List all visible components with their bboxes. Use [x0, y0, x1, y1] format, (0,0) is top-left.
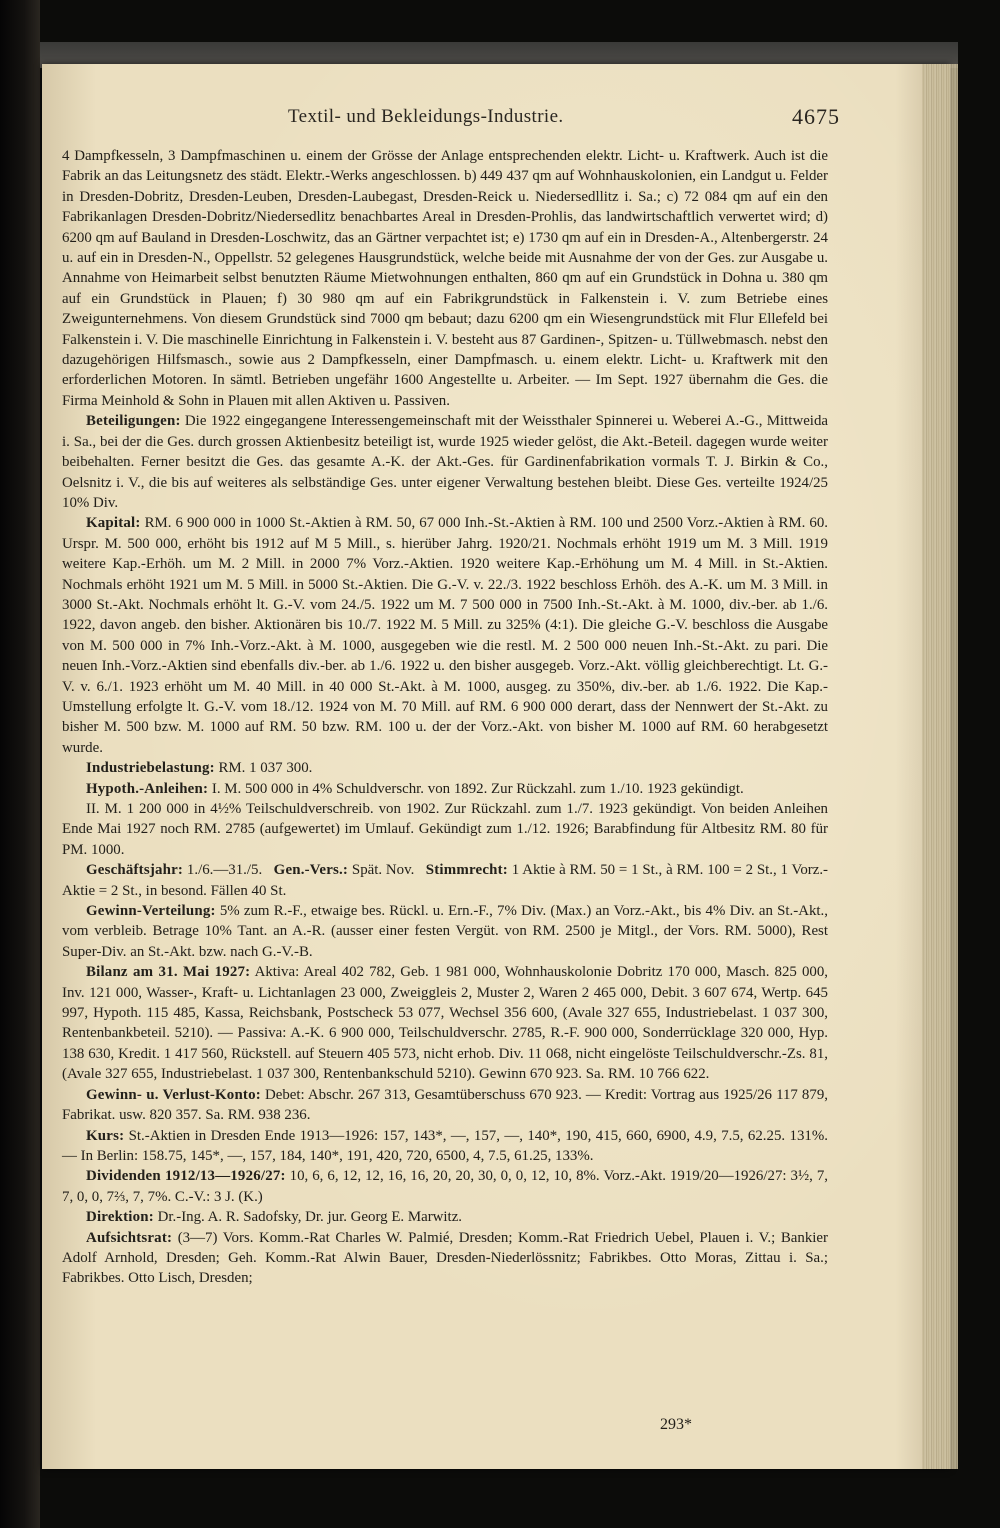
kurs-label: Kurs:	[86, 1127, 125, 1144]
kapital-text: RM. 6 900 000 in 1000 St.-Aktien à RM. 50, 67 000 Inh.-St.-Aktien à RM. 100 und 2500 Vorz.-Aktien à RM. 60. Urspr. M. 500 000, erhöht bis 1912 auf M 5 Mill., s. hierüber Jahrg. 1920/21. Nochmals erhöht 1919 um M. 3 Mill. 1919 weitere Kap.-Erhöh. um M. 2 Mill. in 2000 7% Vorz.-Aktien. 1920 weitere Kap.-Erhöhung um M. 4 Mill. in St.-Aktien. Nochmals erhöht 1921 um M. 5 Mill. in 5000 St.-Aktien. Die G.-V. v. 22./3. 1922 beschloss Erhöh. des A.-K. um M. 3 Mill. in 3000 St.-Akt. Nochmals erhöht lt. G.-V. vom 24./5. 1922 um M. 7 500 000 in 7500 Inh.-St.-Akt. à M. 1000, div.-ber. ab 1./6. 1922, davon angeb. den bisher. Aktionären bis 10./7. 1922 M. 5 Mill. zu 325% (4:1). Die gleiche G.-V. beschloss die Ausgabe von M. 500 000 in 7% Inh.-Vorz.-Akt. à M. 1000, ausgegeben wie die restl. M. 2 500 000 neuen Inh.-St.-Akt. zu pari. Die neuen Inh.-Vorz.-Aktien sind ebenfalls div.-ber. ab 1./6. 1922 u. den bisher ausgegeb. Vorz.-Akt. völlig gleichberechtigt. Lt. G.-V. v. 6./1. 1923 erhöht um M. 40 Mill. in 40 000 St.-Akt. à M. 1000, ausgeg. zu 350%, div.-ber. ab 1./6. 1922. Die Kap.-Umstellung erfolgte lt. G.-V. vom 18./12. 1924 von M. 70 Mill. auf RM. 6 900 000 derart, dass der Nennwert der St.-Akt. zu bisher M. 500 bzw. M. 1000 auf RM. 50 bzw. RM. 100 u. der der Vorz.-Akt. von bisher M. 1000 auf RM. 60 herabgesetzt wurde.	[62, 515, 828, 756]
gewinnvert-paragraph	[62, 901, 828, 962]
page-stack-edges	[922, 64, 958, 1469]
gewinnvert-label: Gewinn-Verteilung:	[86, 903, 216, 920]
guv-label: Gewinn- u. Verlust-Konto:	[86, 1086, 261, 1103]
beteiligungen-label: Beteiligungen:	[86, 413, 181, 430]
stimm-text: 1 Aktie à RM. 50 = 1 St., à RM. 100 = 2 St., 1 Vorz.-Aktie = 2 St., in besond. Fällen 40 St.	[62, 862, 829, 899]
facilities-paragraph: 4 Dampfkesseln, 3 Dampfmaschinen u. einem der Grösse der Anlage entsprechenden elektr. Licht- u. Kraftwerk. Auch ist die Fabrik an das Leitungsnetz des städt. Elektr.-Werks angeschlossen. b) 449 437 qm auf Wohnhauskolonien, ein Landgut u. Felder in Dresden-Dobritz, Dresden-Leuben, Dresden-Laubegast, Dresden-Reick u. Niedersedllitz i. Sa.; c) 72 084 qm auf ein den Fabrikanlagen Dresden-Dobritz/Niedersedlitz benachbartes Areal in Dresden-Prohlis, das landwirtschaftlich verwertet wird; d) 6200 qm auf Bauland in Dresden-Loschwitz, das an Gärtner verpachtet ist; e) 1730 qm auf ein in Dresden-A., Altenbergerstr. 24 u. auf ein in Dresden-N., Oppellstr. 52 gelegenes Hausgrundstück, welche beide mit Ausnahme der von der Ges. zur Ausgabe u. Annahme von Heimarbeit selbst benutzten Räume Mietwohnungen enthalten, 860 qm auf ein Grundstück in Dohna u. 380 qm auf ein Grundstück in Plauen; f) 30 980 qm auf ein Fabrikgrundstück in Falkenstein i. V. zum Betriebe eines Zweigunternehmens. Von diesem Grundstück sind 7000 qm bebaut; dazu 6200 qm ein Wiesengrundstück mit Flur Ellefeld bei Falkenstein i. V. Die maschinelle Einrichtung in Falkenstein i. V. besteht aus 87 Gardinen-, Spitzen- u. Tüllwebmasch. nebst den dazugehörigen Hilfsmasch., sowie aus 2 Dampfkesseln, einer Dampfmasch. u. einem elektr. Licht- u. Kraftwerk mit den erforderlichen Motoren. In sämtl. Betrieben ungefähr 1600 Angestellte u. Arbeiter. — Im Sept. 1927 übernahm die Ges. die Firma Meinhold & Sohn in Plauen mit allen Aktiven u. Passiven.	[62, 148, 828, 409]
industrie-text: RM. 1 037 300.	[214, 760, 313, 777]
direktion-paragraph	[62, 1207, 828, 1227]
dividenden-label: Dividenden 1912/13—1926/27:	[86, 1168, 286, 1185]
dividenden-text: 10, 6, 6, 12, 12, 16, 16, 20, 20, 30, 0, 0, 12, 10, 8%. Vorz.-Akt. 1919/20—1926/27: 3½, 7, 7, 0, 0, 7⅔, 7, 7%. C.-V.: 3 J. (K.)	[62, 1168, 828, 1205]
industrie-label: Industriebelastung:	[86, 760, 215, 777]
signature-number: 293*	[660, 1416, 692, 1433]
hypoth-label: Hypoth.-Anleihen:	[86, 780, 209, 797]
guv-text: Debet: Abschr. 267 313, Gesamtüberschuss 670 923. — Kredit: Vortrag aus 1925/26 117 879, Fabrikat. usw. 820 357. Sa. RM. 938 236.	[62, 1086, 828, 1124]
guv-paragraph	[62, 1085, 828, 1126]
bilanz-text: Aktiva: Areal 402 782, Geb. 1 981 000, Wohnhauskolonie Dobritz 170 000, Masch. 825 000, Inv. 121 000, Wasser-, Kraft- u. Lichtanlagen 23 000, Zweiggleis 2, Muster 2, Waren 2 465 000, Debit. 3 607 674, Wertp. 645 997, Hypoth. 115 485, Kassa, Reichsbank, Postscheck 53 077, Wechsel 356 600, (Avale 327 655, Industriebelast. 1 037 300, Rentenbankbeteil. 5210). — Passiva: A.-K. 6 900 000, Teilschuldverschr. 2785, R.-F. 900 000, Sonderrücklage 320 000, Hyp. 138 630, Kredit. 1 417 560, Rückstell. auf Steuern 405 573, nicht erhob. Div. 11 068, nicht eingelöste Teilschuldverschr.-Zs. 81, (Avale 327 655, Industriebelast. 1 037 300, Rentenbankschuld 5210). Gewinn 670 923. Sa. RM. 10 766 622.	[62, 964, 829, 1083]
aufsichtsrat-label: Aufsichtsrat:	[86, 1229, 173, 1246]
genvers-label: Gen.-Vers.:	[273, 862, 349, 879]
stimm-label: Stimmrecht:	[425, 862, 508, 879]
geschaeft-label: Geschäftsjahr:	[86, 862, 184, 879]
book-binding	[0, 0, 40, 1528]
dividenden-paragraph	[62, 1166, 828, 1207]
geschaeft-text: 1./6.—31./5.	[183, 862, 263, 879]
aufsichtsrat-paragraph	[62, 1228, 828, 1289]
kurs-paragraph	[62, 1126, 828, 1167]
page-header	[70, 100, 840, 136]
kapital-paragraph	[62, 513, 828, 758]
beteiligungen-text: Die 1922 eingegangene Interessengemeinschaft mit der Weissthaler Spinnerei u. Weberei A.-G., Mittweida i. Sa., bei der die Ges. durch grossen Aktienbesitz beteiligt ist, wurde 1925 wieder gelöst, die Akt.-Beteil. dagegen wurde weiter beibehalten. Ferner besitzt die Ges. das gesamte A.-K. der Akt.-Ges. für Gardinenfabrikation vormals T. J. Birkin & Co., Oelsnitz i. V., die bis auf weiteres als selbständige Ges. unter eigener Verwaltung bestehen bleibt. Diese Ges. verteilte 1924/25 10% Div.	[62, 413, 828, 511]
page-body	[62, 146, 828, 1289]
beteiligungen-paragraph	[62, 411, 828, 513]
page-number: 4675	[792, 104, 840, 129]
geschaeft-paragraph	[62, 860, 828, 901]
hypoth2-paragraph: II. M. 1 200 000 in 4½% Teilschuldverschreib. von 1902. Zur Rückzahl. zum 1./7. 1923 gekündigt. Von beiden Anleihen Ende Mai 1927 noch RM. 2785 (aufgewertet) im Umlauf. Gekündigt zum 1./12. 1926; Barabfindung für Altbesitz RM. 80 für PM. 1000.	[62, 801, 828, 858]
kapital-label: Kapital:	[86, 515, 141, 532]
gewinnvert-text: 5% zum R.-F., etwaige bes. Rückl. u. Ern.-F., 7% Div. (Max.) an Vorz.-Akt., bis 4% Div. an St.-Akt., vom verbleib. Betrage 10% Tant. an A.-R. (ausser einer festen Vergüt. von RM. 2500 je Mitgl., der Vors. RM. 5000), Rest Super-Div. an St.-Akt. bzw. nach G.-V.-B.	[62, 903, 828, 960]
kurs-text: St.-Aktien in Dresden Ende 1913—1926: 157, 143*, —, 157, —, 140*, 190, 415, 660, 6900, 4.9, 7.5, 62.25. 131%. — In Berlin: 158.75, 145*, —, 157, 184, 140*, 191, 420, 720, 6500, 4, 7.5, 61.25, 133%.	[62, 1127, 828, 1164]
genvers-text: Spät. Nov.	[348, 862, 415, 879]
direktion-label: Direktion:	[86, 1209, 154, 1226]
direktion-text: Dr.-Ing. A. R. Sadofsky, Dr. jur. Georg E. Marwitz.	[153, 1209, 463, 1226]
running-title: Textil- und Bekleidungs-Industrie.	[288, 106, 564, 127]
bilanz-paragraph	[62, 962, 828, 1084]
industrie-paragraph	[62, 758, 828, 778]
hypoth-text: I. M. 500 000 in 4% Schuldverschr. von 1892. Zur Rückzahl. zum 1./10. 1923 gekündigt.	[208, 780, 744, 797]
hypoth-paragraph	[62, 779, 828, 799]
bilanz-label: Bilanz am 31. Mai 1927:	[86, 964, 251, 981]
aufsichtsrat-text: (3—7) Vors. Komm.-Rat Charles W. Palmié, Dresden; Komm.-Rat Friedrich Uebel, Plauen i. V.; Bankier Adolf Arnhold, Dresden; Geh. Komm.-Rat Alwin Bauer, Dresden-Niederlössnitz; Fabrikbes. Otto Moras, Zittau i. Sa.; Fabrikbes. Otto Lisch, Dresden;	[62, 1229, 828, 1287]
